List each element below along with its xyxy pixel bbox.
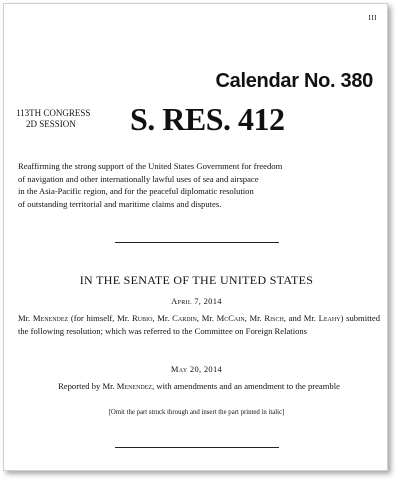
divider-rule [115,242,279,243]
summary-line: in the Asia-Pacific region, and for the peaceful diplomatic resolution [18,186,254,197]
summary-line: of outstanding territorial and maritime claims and disputes. [18,198,222,209]
cosponsor-name: Risch [264,313,284,323]
text-fragment: ) submitted the following resolution; which was referred to the Committee on Foreign Relations [18,313,381,336]
text-fragment: Mr. [18,313,33,323]
congress-session [16,108,128,130]
text-fragment: , Mr. [152,313,173,323]
cosponsor-name: Cardin [172,313,197,323]
congress-label: 113TH CONGRESS [16,108,91,118]
sponsor-name: Menendez [32,313,69,323]
senate-heading: IN THE SENATE OF THE UNITED STATES [79,273,314,287]
amendment-note: [Omit the part struck through and insert the part printed in italic] [108,409,285,416]
cosponsor-name: Rubio [132,313,153,323]
page-mark: III [368,14,377,22]
session-label: 2D SESSION [26,119,76,129]
date-reported: May 20, 2014 [170,364,223,374]
date-introduced: April 7, 2014 [171,296,222,306]
text-fragment: , and Mr. [283,313,319,323]
cosponsor-name: Leahy [318,313,341,323]
sponsor-paragraph [18,312,380,337]
divider-rule [115,447,279,448]
resolution-number: S. RES. 412 [130,101,285,137]
document-page [3,3,388,471]
text-fragment: (for himself, Mr. [68,313,132,323]
reporter-name: Menendez [116,381,153,391]
calendar-number: Calendar No. 380 [215,70,373,92]
cosponsor-name: McCain [216,313,245,323]
summary-line: Reaffirming the strong support of the United States Government for freedom [18,161,283,171]
reported-paragraph [18,380,380,393]
resolution-summary [18,160,378,210]
text-fragment: , Mr. [196,313,217,323]
text-fragment: , with amendments and an amendment to the preamble [152,381,340,391]
text-fragment: Reported by Mr. [58,381,117,391]
summary-line: of navigation and other internationally lawful uses of sea and airspace [18,173,259,184]
text-fragment: , Mr. [244,313,265,323]
